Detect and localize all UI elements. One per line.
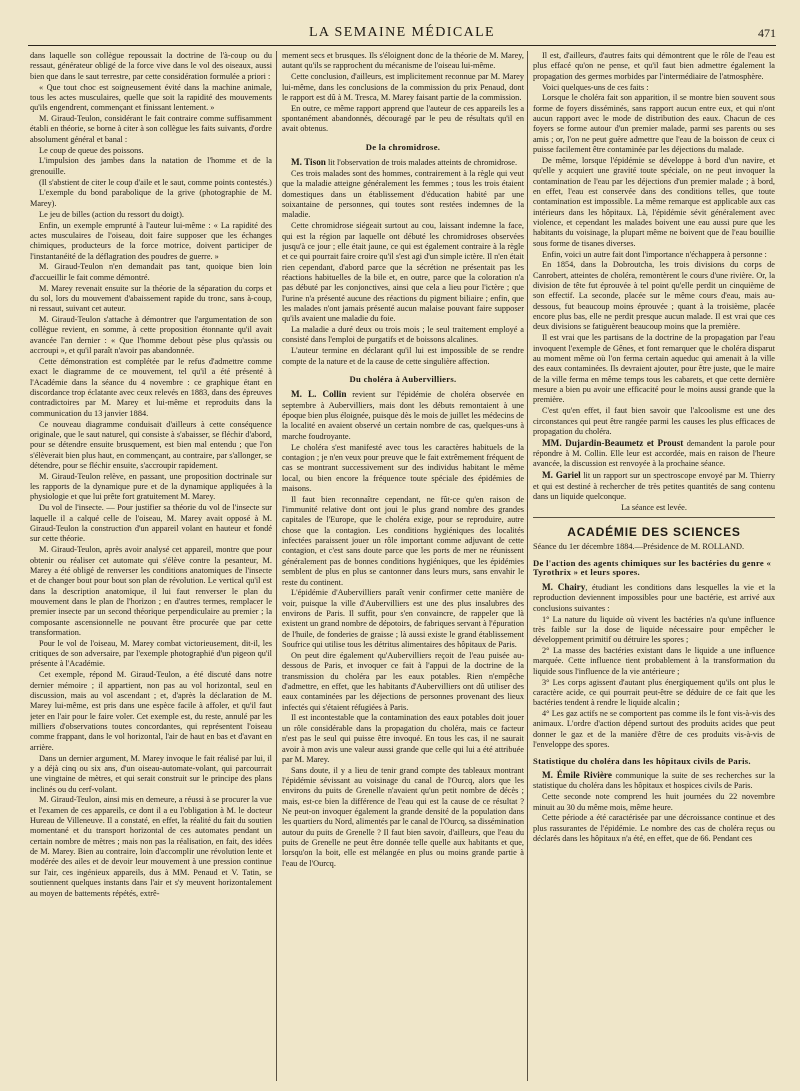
paragraph: Le choléra s'est manifesté avec tous les caractères habituels de la contagion ; je n'en veux pour preuve que le fait extrêmement fréquent de cas se montrant successivement sur des individus habitant le même local, ou bien encore la fréquence toute spéciale des épidémies de maisons. [282, 442, 524, 493]
session-line: Séance du 1er décembre 1884.—Présidence de M. ROLLAND. [533, 542, 745, 552]
column-divider [276, 51, 277, 1081]
paragraph-text: demandent la parole pour répondre à M. Collin. Elle leur est accordée, mais en raison de l'heure avancée, la discussion est renvoyée à la prochaine séance. [533, 438, 775, 469]
section-heading: Statistique du choléra dans les hôpitaux civils de Paris. [533, 755, 751, 766]
paragraph: Cette période a été caractérisée par une décroissance continue et des plus rassurantes de l'épidémie. Le nombre des cas de choléra reçus ou déclarés dans les hôpitaux n'a été, en effet, que de 66. Pendant ces [533, 813, 775, 844]
speaker-name: M. Tison [291, 157, 326, 168]
paragraph: M. Giraud-Teulon, ainsi mis en demeure, a réussi à se procurer la vue et l'examen de ces appareils, ce dont il a eu l'obligation à M. le docteur Hureau de Villeneuve. Il a constaté, en effet, la réalité du fait du soutien momentané et du transport horizontal de ces automates pendant un certain nombre de mètres ; mais non pas la réalisation, en fait, des idées de M. Marey. Bien au contraire, loin d'accomplir une révolution lente et modérée des ailes et de devoir leur mouvement à une pression continue sur l'air, ces ingénieux appareils, dus à MM. Penaud et V. Tatin, se soutiennent quelques instants dans l'air et s'y meuvent horizontalement au moyen de battements répétés, extrê- [30, 795, 272, 898]
paragraph [533, 470, 775, 502]
paragraph: M. Giraud-Teulon relève, en passant, une proposition doctrinale sur les rapports de la dynamique pure et de la dynamique appliquées à la physiologie et que lui prête fort gratuitement M. Marey. [30, 471, 272, 502]
paragraph: Il est incontestable que la contamination des eaux potables doit jouer un rôle considérable dans la propagation du choléra, mais ce facteur n'est pas le seul qui puisse être invoqué. En tous les cas, il ne saurait avoir à mon avis une valeur aussi grande que celle qui lui a été attribuée par M. Marey. [282, 713, 524, 764]
paragraph: 2° La masse des bactéries existant dans le liquide a une influence marquée. Cette influence tient probablement à la transformation du liquide sous l'influence de la vie antérieure ; [533, 646, 775, 676]
paragraph: (Il s'abstient de citer le coup d'aile et le saut, comme points contestés.) [39, 177, 272, 187]
paragraph: L'épidémie d'Aubervilliers paraît venir confirmer cette manière de voir, puisque la ville d'Aubervilliers est une des plus insalubres des environs de Paris. Il suffit, pour s'en convaincre, de rappeler que là existent un grand nombre de dépotoirs, de fabriques servant à l'épuration de l'huile, de fonderies de graisse ; là aussi existe le grand établissement Soufrice qui utilise tous les détritus alimentaires des hôpitaux de Paris. [282, 588, 524, 650]
paragraph: dans laquelle son collègue repoussait la doctrine de l'à-coup ou du ressaut, générateur obligé de la force vive dans le vol des oiseaux, aussi bien que dans le saut terrestre, par cette considération formulée a priori : [30, 51, 272, 81]
paragraph-text: lit un rapport sur un spectroscope envoyé par M. Thierry et qui est destiné à rechercher de très petites quantités de sang contenu dans un liquide quelconque. [533, 471, 775, 501]
paragraph: Du vol de l'insecte. — Pour justifier sa théorie du vol de l'insecte sur laquelle il a calqué celle de l'oiseau, M. Marey avait opposé à M. Giraud-Teulon la construction d'un appareil volant en hauteur et fondé sur cette théorie. [30, 503, 272, 544]
paragraph: En outre, ce même rapport apprend que l'auteur de ces appareils les a spontanément abandonnés, découragé par le peu de résultats qu'il en avait obtenus. [282, 103, 524, 134]
column-3 [533, 51, 775, 1081]
paragraph: Le jeu de billes (action du ressort du doigt). [39, 209, 184, 219]
paragraph-text: revient sur l'épidémie de choléra observée en septembre à Aubervilliers, mais dont les débuts remontaient à une époque bien plus éloignée, puisque dès le mois de juillet les médecins de la localité en avaient observé un certain nombre de cas, quelques-uns à marche foudroyante. [282, 390, 524, 441]
paragraph: Cette démonstration est complétée par le refus d'admettre comme exact le diagramme de ce mouvement, tel qu'il a été présenté à l'Académie dans la séance du 4 novembre : ce graphique étant en discordance trop éclatante avec ceux relevés en 1883, dans des épreuves contradictoires par M. Marey et lui-même et reproduits dans la communication du 13 janvier 1884. [30, 356, 272, 418]
paragraph: M. Marey revenait ensuite sur la théorie de la séparation du corps et du sol, lors du mouvement d'abaissement rapide du tronc, sans à-coup, ni ressaut, suivant cet auteur. [30, 283, 272, 314]
page-header [28, 22, 776, 44]
paragraph: L'exemple du bond parabolique de la grive (photographie de M. Marey). [30, 188, 272, 208]
paragraph: La maladie a duré deux ou trois mois ; le seul traitement employé a consisté dans l'emploi de purgatifs et de boissons alcalines. [282, 325, 524, 345]
academy-heading: ACADÉMIE DES SCIENCES [533, 517, 775, 537]
paragraph [533, 770, 775, 792]
session-closed: La séance est levée. [621, 502, 687, 512]
paragraph: M. Giraud-Teulon, considérant le fait contraire comme suffisamment établi en théorie, se borne à citer à son collègue les faits suivants, d'ordre absolument général et banal : [30, 114, 272, 144]
speaker-name: M. Émile Rivière [542, 770, 612, 781]
paragraph: 1° La nature du liquide où vivent les bactéries n'a qu'une influence très faible sur la dose de liquide nécessaire pour empêcher le développement primitif ou détruire les spores ; [533, 614, 775, 645]
paragraph [533, 438, 775, 470]
paragraph: Cet exemple, répond M. Giraud-Teulon, a été discuté dans notre dernier mémoire ; il appartient, non pas au vol horizontal, seul en discussion, mais au vol ascendant ; et, d'après la déclaration de M. Marey lui-même, est pris dans une espèce facile à affoler, et qu'il faut jeter en l'air pour le faire voler. Cet exemple est, du reste, annulé par les milliers d'observations toutes concordantes, qui représentent l'oiseau comme frappant, dans le vol horizontal, l'air de haut en bas et d'avant en arrière. [30, 670, 272, 752]
paragraph: Cette conclusion, d'ailleurs, est implicitement reconnue par M. Marey lui-même, dans les conclusions de la commission du prix Penaud, dont le rapport est dû à M. Tresca, M. Marey faisant partie de la commission. [282, 72, 524, 102]
paragraph: Cette seconde note comprend les huit journées du 22 novembre minuit au 30 du même mois, même heure. [533, 792, 775, 812]
paragraph: L'auteur termine en déclarant qu'il lui est impossible de se rendre compte de la nature et de la cause de cette singulière affection. [282, 346, 524, 366]
journal-title: LA SEMAINE MÉDICALE [308, 25, 496, 40]
paragraph-text: , étudiant les conditions dans lesquelles la vie et la reproduction deviennent impossibles pour une bactérie, est arrivé aux conclusions suivantes : [533, 583, 775, 613]
paragraph-text: lit l'observation de trois malades atteints de chromidrose. [325, 158, 518, 168]
header-rule [28, 45, 776, 46]
speaker-name: M. Gariel [542, 470, 581, 481]
paragraph: C'est qu'en effet, il faut bien savoir que l'alcoolisme est une des circonstances qui peut être rangée parmi les causes les plus efficaces de propagation du choléra. [533, 406, 775, 436]
paragraph: Cette chromidrose siégeait surtout au cou, laissant indemne la face, qui est la région par laquelle ont débuté les chromidroses observées jusqu'à ce jour ; elle était jaune, ce qui est également contraire à la règle et ce qui pourrait faire croire qu'il s'est agi d'un simple ictère. Il n'en était rien cependant, d'abord parce que la sécrétion ne présentait pas les réactions habituelles de la bile et, en outre, parce que la coloration n'a pas débuté par les conjonctives, ainsi que cela a lieu pour l'ictère ; que l'urine n'a présenté aucune des réactions du pigment biliaire ; enfin, que les malades n'ont jamais présenté aucun malaise pouvant faire supposer qu'ils avaient une maladie du foie. [282, 221, 524, 324]
paragraph: « Que tout choc est soigneusement évité dans la machine animale, tous les actes musculaires, quelle que soit la rapidité des mouvements qu'ils engendrent, commençant et finissant lentement. » [30, 82, 272, 113]
paragraph [282, 389, 524, 442]
paragraph: 3° Les corps agissent d'autant plus énergiquement qu'ils ont plus le caractère acide, ce qui pourrait peut-être se déduire de ce fait que les bactéries tendent à rendre le liquide alcalin ; [533, 677, 775, 708]
column-2 [282, 51, 524, 1081]
paragraph: M. Giraud-Teulon n'en demandait pas tant, quoique bien loin d'accueillir le fait comme démontré. [30, 262, 272, 282]
paragraph: 4° Les gaz actifs ne se comportent pas comme ils le font vis-à-vis des animaux. L'ordre d'action dépend surtout des produits acides que peut donner le gaz et de la manière d'être de ces produits vis-à-vis de l'enveloppe des spores. [533, 709, 775, 750]
paragraph: Le coup de queue des poissons. [39, 145, 144, 155]
paragraph: Enfin, voici un autre fait dont l'importance n'échappera à personne : [542, 249, 767, 259]
paragraph [533, 582, 775, 614]
paragraph: De même, lorsque l'épidémie se développe à bord d'un navire, et qu'elle y acquiert une gravité toute spéciale, on ne peut invoquer la contamination de l'eau par les déjections d'un premier malade ; à bord, en effet, l'eau est conservée dans des conditions telles, que toute contamination est impossible. La même remarque est applicable aux cas intérieurs dans les hôpitaux. Là, l'épidémie sévit généralement avec violence, et cependant les malades boivent une eau aussi pure que les habitants du voisinage, la plupart même ne boivent que de l'eau bouillie sous forme de tisanes diverses. [533, 155, 775, 248]
paragraph: Voici quelques-uns de ces faits : [542, 82, 649, 92]
paragraph: Enfin, un exemple emprunté à l'auteur lui-même : « La rapidité des actes musculaires de l'oiseau, doit faire supposer que les échanges chimiques, producteurs de la force motrice, doivent participer de l'instantanéité de la déflagration des poudres de guerre. » [30, 220, 272, 261]
paragraph: Il est, d'ailleurs, d'autres faits qui démontrent que le rôle de l'eau est plus effacé qu'on ne pense, et qu'il faut bien admettre également la propagation des germes morbides par l'intermédiaire de l'atmosphère. [533, 51, 775, 81]
speaker-name: M. Chairy [542, 582, 586, 592]
column-1 [30, 51, 272, 1081]
page-number: 471 [758, 25, 776, 40]
speaker-name: MM. Dujardin-Beaumetz et Proust [542, 437, 684, 448]
paragraph: M. Giraud-Teulon, après avoir analysé cet appareil, montre que pour obtenir ou réaliser cet automate qui s'élève contre la pesanteur, M. Marey a été obligé de renverser les conditions anatomiques de l'insecte et de changer bout pour bout son plan de révolution. Le vertical qu'il est dans la description anatomique, il lui faut renverser le plan du mouvement dans le plan de l'horizon ; en d'autres termes, remplacer le premier insecte par un second théorique perpendiculaire au premier ; la composante ascensionnelle ne pouvant être procurée que par cette transformation. [30, 545, 272, 637]
speaker-name: M. L. Collin [291, 389, 347, 400]
section-heading: Du choléra à Aubervilliers. [349, 373, 457, 384]
section-heading: De l'action des agents chimiques sur les bactéries du genre « Tyrothrix » et leurs spores. [533, 557, 772, 578]
paragraph: On peut dire également qu'Aubervilliers reçoit de l'eau puisée au-dessous de Paris, et invoquer ce fait à l'appui de la doctrine de la transmission du choléra par les eaux potables. Rien n'empêche d'admettre, en effet, que les habitants d'Aubervilliers ont dû utiliser des eaux contaminées par les déjections de personnes provenant des lieux infectés qui s'étaient réfugiées à Paris. [282, 650, 524, 712]
paragraph: Il est vrai que les partisans de la doctrine de la propagation par l'eau invoquent l'exemple de Gênes, et font remarquer que le choléra disparut au moment même où l'on ferma certain aqueduc qui amenait à la ville des eaux contaminées. Ils devraient ajouter, pour être juste, que le maire de la ville ferma en même temps tous les cabarets, et que cette dernière mesure a bien pu avoir une efficacité pour le moins aussi grande que la première. [533, 333, 775, 405]
paragraph [282, 157, 524, 168]
paragraph: M. Giraud-Teulon s'attache à démontrer que l'argumentation de son collègue revient, en somme, à cette proposition étonnante qu'il avait avancée l'an dernier : « Que l'homme debout pèse plus qu'assis ou accroupi », et qu'il paraît n'avoir pas abandonnée. [30, 315, 272, 356]
paragraph: Lorsque le choléra fait son apparition, il se montre bien souvent sous forme de foyers disséminés, sans rapport aucun entre eux, et qui n'ont aucun rapport avec le mode de distribution des eaux. Chacun de ces foyers se forme autour d'un premier malade, parmi ses parents ou ses amis ; or, l'on ne peut guère admettre que l'eau de la boisson de ceux ci puisse facilement être contaminée par les déjections du malade. [533, 93, 775, 155]
paragraph: En 1854, dans la Dobroutcha, les trois divisions du corps de Canrobert, atteintes de choléra, remontèrent le cours d'une rivière. Or, la division de tête fut éprouvée à tel point qu'elle perdit un cinquième de son effectif. La seconde, placée sur le même cours d'eau, mais au-dessous, fut beaucoup moins éprouvée ; quant à la troisième, placée encore plus bas, elle ne perdit presque aucun malade. Il est vrai que ces deux divisions se fatiguèrent beaucoup moins que la première. [533, 260, 775, 332]
paragraph: Il faut bien reconnaître cependant, ne fût-ce qu'en raison de l'immunité relative dont ont joui le plus grand nombre des grandes capitales de l'Europe, que le choléra exige, pour se reproduire, autre chose que la contagion. Les conditions hygiéniques des localités infectées paraissent jouer un rôle important comme adjuvant de cette contagion, et c'est sans doute parce que les ports de mer ne réunissent généralement pas de bonnes conditions hygiéniques, que les épidémies semblent de plus en plus se cantonner dans leurs murs, sans envahir le reste du continent. [282, 494, 524, 587]
paragraph: Sans doute, il y a lieu de tenir grand compte des tableaux montrant l'épidémie sévissant au voisinage du canal de l'Ourcq, alors que les environs du puits de Grenelle n'avaient qu'un petit nombre de décès ; mais, est-ce bien la différence de l'eau qui est la cause de ce résultat ? Ne peut-on invoquer également la grande densité de la population dans les quartiers du Nord, alimentés par le canal de l'Ourcq, sa dissémination autour du puits de Grenelle ? Il faut bien savoir, d'ailleurs, que l'eau du puits de Grenelle ne peut être donnée telle quelle aux habitants et que, lorsqu'on la boit, elle est mélangée en plus ou moins grande partie à l'eau de l'Ourcq. [282, 765, 524, 868]
paragraph: mement secs et brusques. Ils s'éloignent donc de la théorie de M. Marey, autant qu'ils se rapprochent du mécanisme de l'oiseau lui-même. [282, 51, 524, 71]
paragraph: L'impulsion des jambes dans la natation de l'homme et de la grenouille. [30, 156, 272, 176]
paragraph: Ces trois malades sont des hommes, contrairement à la règle qui veut que la maladie atteigne généralement les femmes ; tous les trois étaient domestiques dans un établissement d'éducation habité par une soixantaine de personnes, qui toutes sont restées indemnes de la maladie. [282, 168, 524, 220]
paragraph: Dans un dernier argument, M. Marey invoque le fait réalisé par lui, il y a déjà cinq ou six ans, d'un oiseau-automate-volant, qui parcourrait une vingtaine de mètres, et qui serait construit sur le principe des plans inclinés ou du cerf-volant. [30, 753, 272, 794]
column-divider [527, 51, 528, 1081]
paragraph: Pour le vol de l'oiseau, M. Marey combat victorieusement, dit-il, les critiques de son adversaire, par l'exemple photographié d'un pigeon qu'il présente à l'Académie. [30, 638, 272, 669]
section-heading: De la chromidrose. [365, 141, 441, 152]
paragraph: Ce nouveau diagramme conduisait d'ailleurs à cette conséquence originale, que le saut naturel, qui consiste à s'abaisser, se fléchir d'abord, pour se détendre ensuite brusquement, est bien mal entendu ; que l'on s'élèverait bien plus haut, en commençant, au contraire, par s'allonger, se détendre, pour se fléchir ensuite, s'accroupir rapidement. [30, 419, 272, 470]
paragraph-text: communique la suite de ses recherches sur la statistique du choléra dans les hôpitaux et hospices civils de Paris. [533, 771, 775, 791]
